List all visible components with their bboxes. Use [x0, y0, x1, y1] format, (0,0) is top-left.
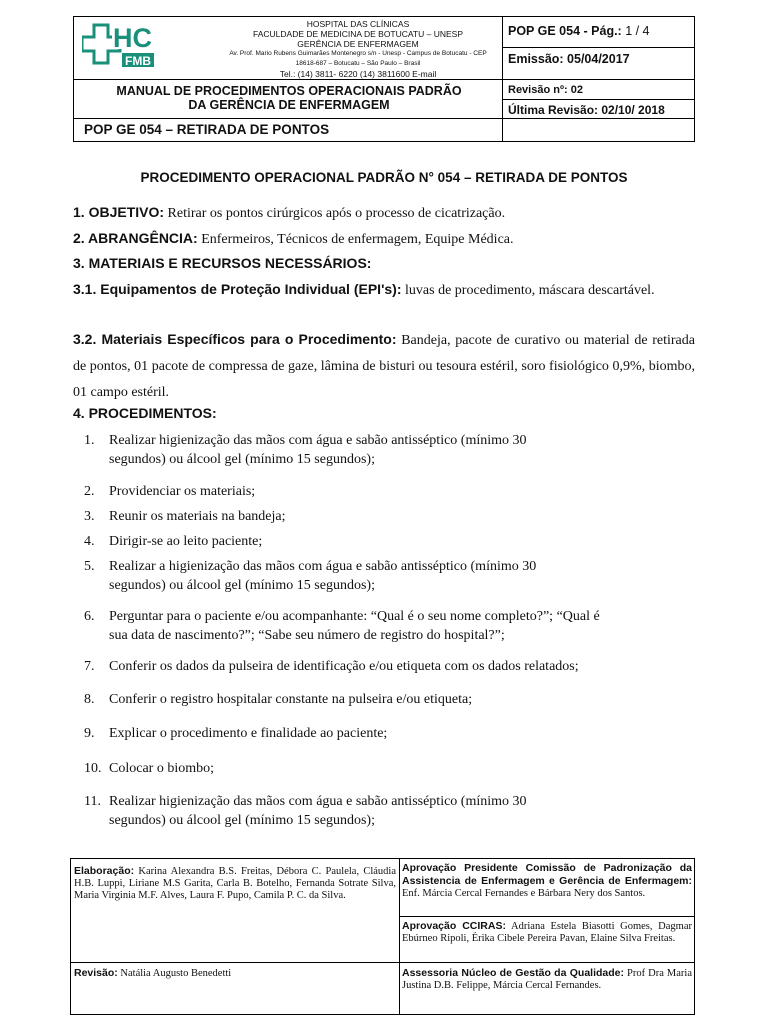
revisao-name: Natália Augusto Benedetti	[117, 968, 232, 979]
institution-city: 18618-687 – Botucatu – São Paulo – Brasil	[295, 60, 421, 67]
manual-title-line2: DA GERÊNCIA DE ENFERMAGEM	[188, 98, 390, 112]
section-epi	[73, 277, 695, 303]
step-text: Realizar higienização das mãos com água e sabão antisséptico (mínimo 30	[109, 433, 527, 448]
header-divider	[502, 99, 694, 100]
abrangencia-text: Enfermeiros, Técnicos de enfermagem, Equipe Médica.	[197, 232, 514, 247]
step-text: Conferir o registro hospitalar constante na pulseira e/ou etiqueta;	[109, 692, 473, 707]
elaboracao-names: Karina Alexandra B.S. Freitas, Débora C. Paulela, Cláudia H.B. Luppi, Liriane M.S Garita, Carla B. Botelho, Fernanda Sotrate Silva, Maria Virginia M.F. Alves, Laura F. Pupo, Camila P. C. da Silva.	[74, 866, 396, 901]
page-label: Pág.:	[591, 24, 622, 38]
elaboracao-cell	[74, 865, 396, 902]
aprovacao-label: Aprovação Presidente Comissão de Padronização da Assistencia de Enfermagem e Gerência de Enfermagem:	[402, 862, 692, 887]
section-procedimentos-heading	[73, 405, 695, 422]
step-text: Realizar a higienização das mãos com água e sabão antisséptico (mínimo 30	[109, 559, 537, 574]
header-divider	[74, 118, 694, 119]
manual-title	[76, 84, 502, 112]
materiais-heading: 3. MATERIAIS E RECURSOS NECESSÁRIOS:	[73, 255, 372, 271]
footer-divider	[399, 916, 694, 917]
footer-divider	[399, 859, 400, 1014]
objetivo-text: Retirar os pontos cirúrgicos após o processo de cicatrização.	[164, 206, 506, 221]
emission-date: Emissão: 05/04/2017	[508, 52, 630, 66]
step-number: 4.	[84, 534, 95, 549]
step-text-continued: segundos) ou álcool gel (mínimo 15 segundos);	[109, 813, 375, 828]
assessoria-label: Assessoria Núcleo de Gestão da Qualidade:	[402, 967, 625, 979]
step-text: Perguntar para o paciente e/ou acompanhante: “Qual é o seu nome completo?”; “Qual é	[109, 609, 600, 624]
approval-footer-table	[70, 858, 695, 1015]
logo-fmb-text: FMB	[125, 54, 151, 68]
objetivo-label: 1. OBJETIVO:	[73, 204, 165, 220]
institution-name: HOSPITAL DAS CLÍNICAS	[306, 19, 410, 29]
step-number: 10.	[84, 761, 102, 776]
assessoria-cell	[402, 967, 692, 992]
document-title: PROCEDIMENTO OPERACIONAL PADRÃO N° 054 – RETIRADA DE PONTOS	[140, 170, 628, 185]
pop-title: POP GE 054 – RETIRADA DE PONTOS	[84, 122, 330, 137]
ccira-cell	[402, 920, 692, 945]
step-number: 1.	[84, 433, 95, 448]
step-number: 8.	[84, 692, 95, 707]
epi-text: luvas de procedimento, máscara descartável.	[401, 283, 655, 298]
elaboracao-label: Elaboração:	[74, 865, 135, 877]
step-number: 7.	[84, 659, 95, 674]
ccira-names: Adriana Estela Biasotti Gomes, Dagmar Ebúrneo Ripoli, Érika Cibele Pereira Pavan, Elaine Silva Freitas.	[402, 921, 692, 944]
header-divider	[74, 79, 694, 80]
section-materiais-heading	[73, 255, 695, 272]
revision-number: Revisão nº: 02	[508, 84, 583, 96]
section-abrangencia	[73, 230, 695, 248]
step-number: 3.	[84, 509, 95, 524]
step-text: Conferir os dados da pulseira de identificação e/ou etiqueta com os dados relatados;	[109, 659, 579, 674]
step-number: 2.	[84, 484, 95, 499]
manual-title-line1: MANUAL DE PROCEDIMENTOS OPERACIONAIS PADRÃO	[116, 84, 462, 98]
step-number: 11.	[84, 794, 101, 809]
hc-fmb-logo-graphic	[82, 21, 156, 75]
epi-label: 3.1. Equipamentos de Proteção Individual (EPI's):	[73, 281, 402, 297]
procedimentos-heading: 4. PROCEDIMENTOS:	[73, 405, 217, 421]
step-number: 5.	[84, 559, 95, 574]
logo-hc-text: HC	[113, 23, 152, 53]
revisao-cell	[74, 967, 396, 980]
institution-phone: Tel.: (14) 3811- 6220 (14) 3811600 E-mail	[279, 69, 437, 79]
pop-code: POP GE 054 -	[508, 24, 592, 38]
footer-divider	[71, 962, 694, 963]
institution-address: Av. Prof. Mario Rubens Guimarães Montenegro s/n - Unesp - Campus de Botucatu - CEP	[229, 50, 487, 57]
step-text: Explicar o procedimento e finalidade ao paciente;	[109, 726, 388, 741]
step-text-continued: segundos) ou álcool gel (mínimo 15 segundos);	[109, 578, 375, 593]
faculty-name: FACULDADE DE MEDICINA DE BOTUCATU – UNESP	[252, 29, 464, 39]
institution-info	[206, 19, 510, 79]
step-number: 9.	[84, 726, 95, 741]
section-objetivo	[73, 204, 695, 222]
step-text: Providenciar os materiais;	[109, 484, 256, 499]
step-text: Colocar o biombo;	[109, 761, 214, 776]
step-text-continued: sua data de nascimento?”; “Sabe seu número de registro do hospital?”;	[109, 628, 505, 643]
aprovacao-names: Enf. Márcia Cercal Fernandes e Bárbara Nery dos Santos.	[402, 888, 646, 899]
revisao-label: Revisão:	[74, 967, 118, 979]
section-materiais-especificos	[73, 327, 695, 405]
especificos-text: Bandeja, pacote de curativo ou material de retirada de pontos, 01 pacote de compressa de gaze, lâmina de bisturi ou tesoura estéril, soro fisiológico 0,9%, biombo, 01 campo estéril.	[73, 333, 695, 400]
last-revision-date: Última Revisão: 02/10/ 2018	[508, 103, 665, 117]
hospital-logo	[82, 21, 156, 75]
step-text: Dirigir-se ao leito paciente;	[109, 534, 263, 549]
pop-code-page	[508, 24, 650, 38]
page-number: 1 / 4	[621, 24, 650, 38]
department-name: GERÊNCIA DE ENFERMAGEM	[297, 39, 419, 49]
header-divider	[502, 47, 694, 48]
step-number: 6.	[84, 609, 95, 624]
aprovacao-cell	[402, 862, 692, 900]
step-text-continued: segundos) ou álcool gel (mínimo 15 segundos);	[109, 452, 375, 467]
especificos-label: 3.2. Materiais Específicos para o Procedimento:	[73, 331, 397, 347]
step-text: Reunir os materiais na bandeja;	[109, 509, 286, 524]
abrangencia-label: 2. ABRANGÊNCIA:	[73, 230, 198, 246]
step-text: Realizar higienização das mãos com água e sabão antisséptico (mínimo 30	[109, 794, 527, 809]
assessoria-names: Prof Dra Maria Justina D.B. Felippe, Márcia Cercal Fernandes.	[402, 968, 692, 991]
document-header-table	[73, 16, 695, 142]
ccira-label: Aprovação CCIRAS:	[402, 920, 506, 932]
